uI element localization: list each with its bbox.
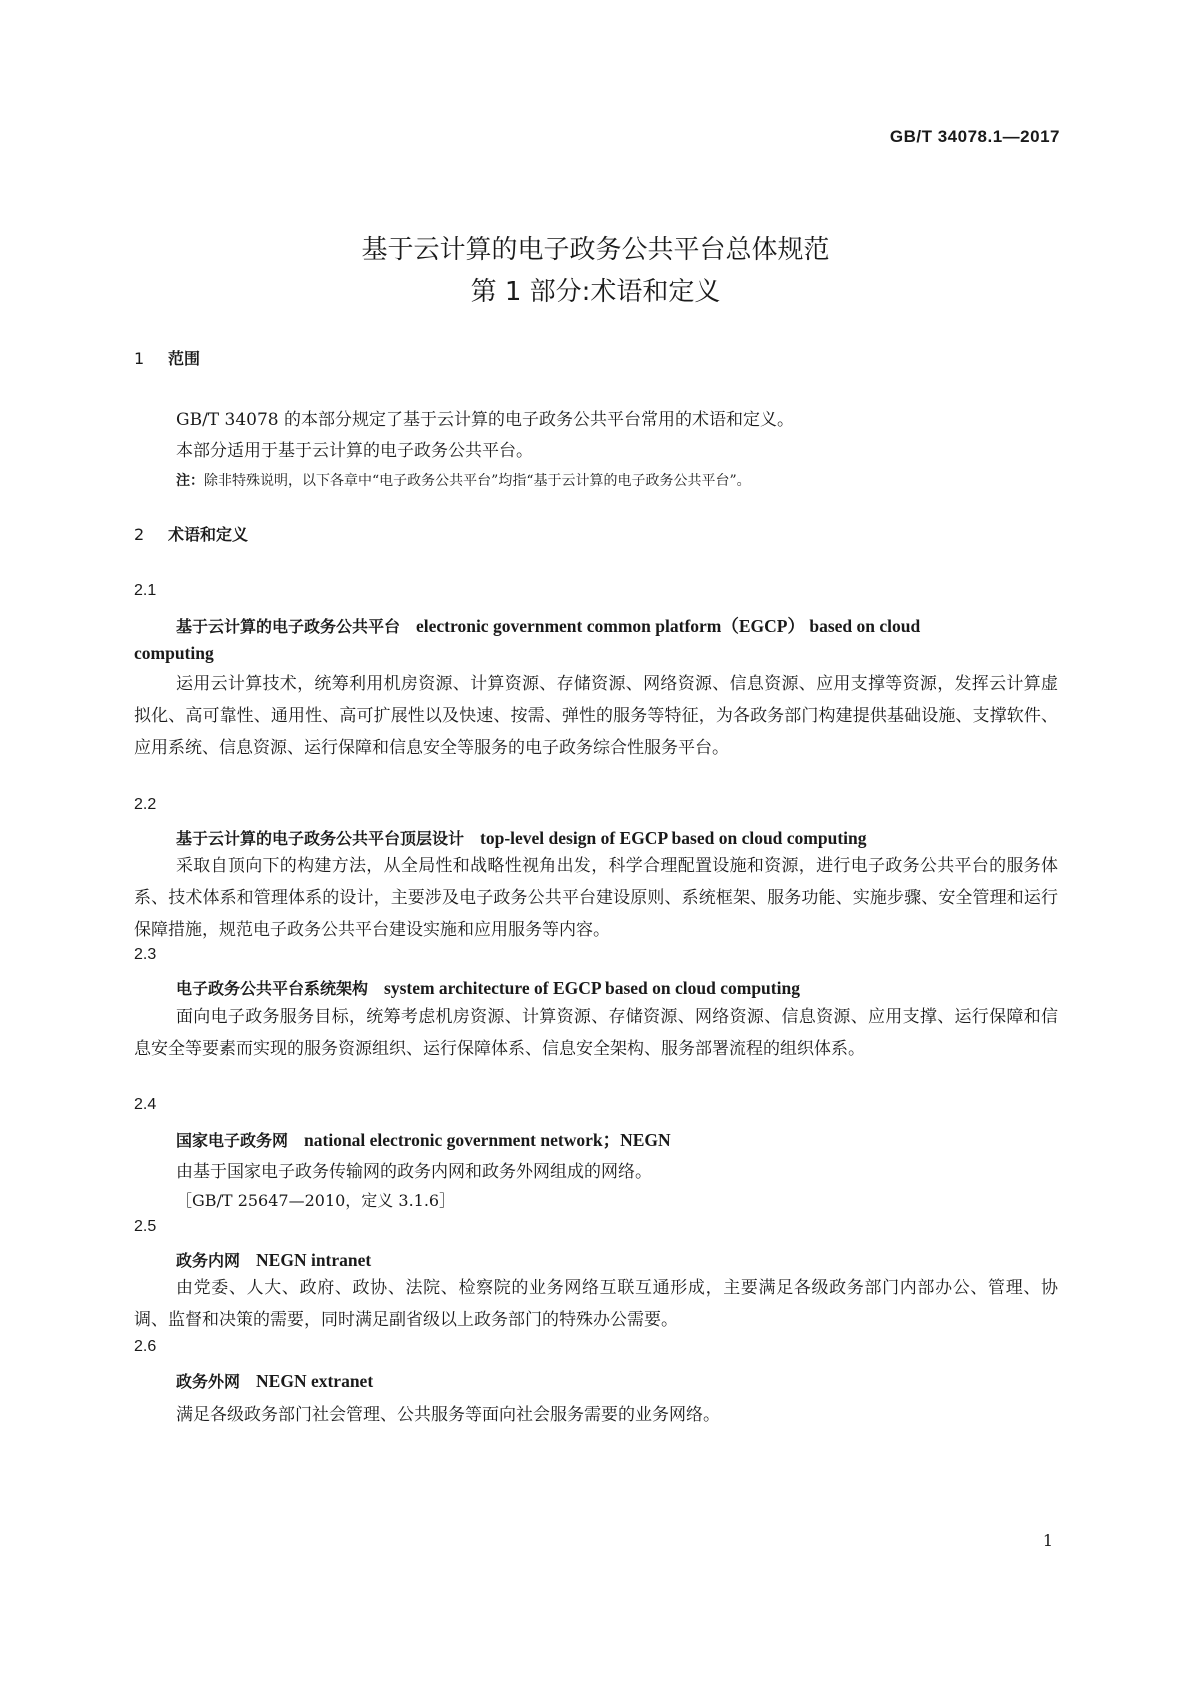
- term-definition: 满足各级政务部门社会管理、公共服务等面向社会服务需要的业务网络。: [176, 1405, 720, 1425]
- term-number: 2.2: [134, 796, 157, 813]
- page-number: 1: [1042, 1531, 1053, 1550]
- section-1-heading: [134, 346, 200, 369]
- section-number: 1: [134, 349, 145, 368]
- note-text: 除非特殊说明，以下各章中“电子政务公共平台”均指“基于云计算的电子政务公共平台”。: [204, 473, 751, 489]
- term-chinese: 基于云计算的电子政务公共平台顶层设计: [176, 829, 465, 848]
- document-subtitle: 第 1 部分:术语和定义: [470, 277, 721, 307]
- term-definition: 面向电子政务服务目标，统筹考虑机房资源、计算资源、存储资源、网络资源、信息资源、应用支撑、运行保障和信息安全等要素而实现的服务资源组织、运行保障体系、信息安全架构、服务部署流程的组织体系。: [134, 1007, 1058, 1059]
- term-english: NEGN extranet: [256, 1371, 374, 1391]
- term-chinese: 政务内网: [176, 1251, 241, 1270]
- term-heading: [176, 976, 800, 999]
- term-chinese: 基于云计算的电子政务公共平台: [176, 617, 401, 636]
- term-source-reference: ［GB/T 25647—2010，定义 3.1.6］: [176, 1191, 456, 1210]
- standard-code: GB/T 34078.1—2017: [889, 127, 1060, 146]
- term-definition: 由党委、人大、政府、政协、法院、检察院的业务网络互联互通形成，主要满足各级政务部门内部办公、管理、协调、监督和决策的需要，同时满足副省级以上政务部门的特殊办公需要。: [134, 1278, 1058, 1330]
- section-title: 范围: [168, 349, 201, 368]
- term-english-wrap: computing: [134, 643, 214, 663]
- term-english: system architecture of EGCP based on cloud computing: [384, 978, 800, 998]
- scope-note: [176, 470, 751, 490]
- term-definition: 由基于国家电子政务传输网的政务内网和政务外网组成的网络。: [176, 1162, 652, 1182]
- scope-paragraph-1: GB/T 34078 的本部分规定了基于云计算的电子政务公共平台常用的术语和定义。: [176, 410, 795, 430]
- term-heading: [176, 1127, 671, 1152]
- term-number: 2.1: [134, 582, 157, 599]
- term-number: 2.4: [134, 1096, 157, 1113]
- term-heading: [176, 1248, 371, 1271]
- term-english: NEGN intranet: [256, 1250, 372, 1270]
- note-label: 注：: [176, 473, 204, 489]
- term-heading: [176, 613, 920, 638]
- term-heading: [176, 1369, 373, 1392]
- term-heading: [176, 826, 867, 849]
- document-title: 基于云计算的电子政务公共平台总体规范: [361, 235, 830, 265]
- term-number: 2.3: [134, 946, 157, 963]
- term-chinese: 国家电子政务网: [176, 1131, 289, 1150]
- term-english: top-level design of EGCP based on cloud computing: [480, 828, 867, 848]
- section-number: 2: [134, 525, 145, 544]
- section-title: 术语和定义: [168, 525, 249, 544]
- term-chinese: 政务外网: [176, 1372, 241, 1391]
- term-definition: 采取自顶向下的构建方法，从全局性和战略性视角出发，科学合理配置设施和资源，进行电子政务公共平台的服务体系、技术体系和管理体系的设计，主要涉及电子政务公共平台建设原则、系统框架、服务功能、实施步骤、安全管理和运行保障措施，规范电子政务公共平台建设实施和应用服务等内容。: [134, 856, 1058, 940]
- term-english: national electronic government network；NEGN: [304, 1130, 671, 1150]
- scope-paragraph-2: 本部分适用于基于云计算的电子政务公共平台。: [176, 441, 533, 461]
- term-chinese: 电子政务公共平台系统架构: [176, 979, 369, 998]
- term-english: electronic government common platform（EGCP） based on cloud: [416, 616, 921, 636]
- term-number: 2.6: [134, 1338, 157, 1355]
- section-2-heading: [134, 522, 248, 545]
- term-number: 2.5: [134, 1218, 157, 1235]
- term-definition: 运用云计算技术，统筹利用机房资源、计算资源、存储资源、网络资源、信息资源、应用支撑等资源，发挥云计算虚拟化、高可靠性、通用性、高可扩展性以及快速、按需、弹性的服务等特征，为各政务部门构建提供基础设施、支撑软件、应用系统、信息资源、运行保障和信息安全等服务的电子政务综合性服务平台。: [134, 674, 1058, 758]
